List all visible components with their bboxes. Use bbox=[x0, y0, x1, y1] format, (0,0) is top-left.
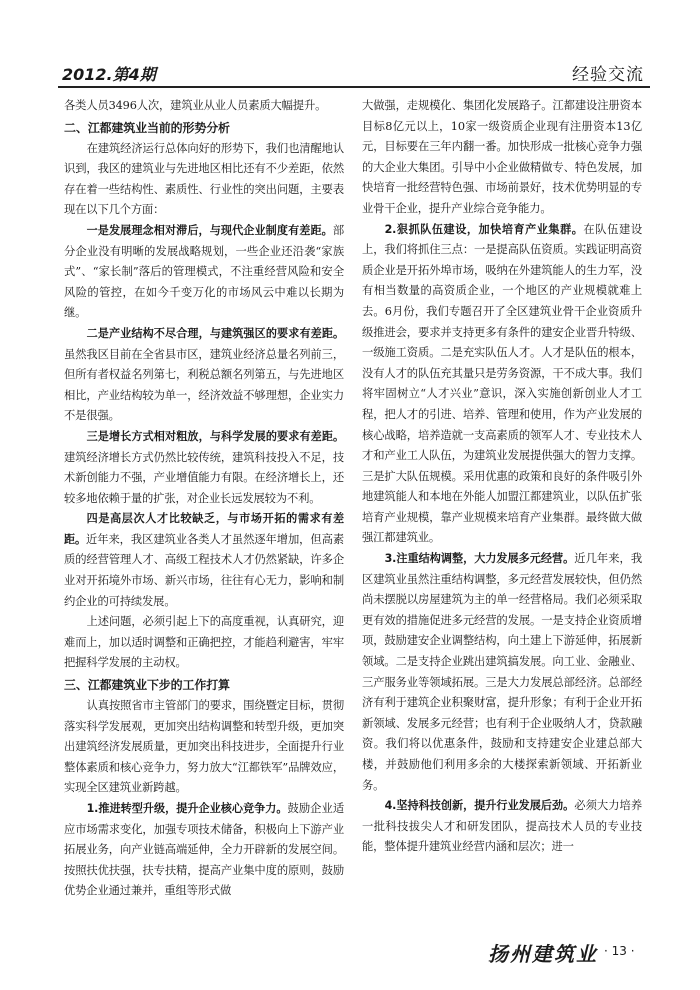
lead-text: 3.注重结构调整，大力发展多元经营。 bbox=[384, 552, 575, 566]
body-text: 建筑经济增长方式仍然比较传统，建筑科技投入不足，技术新创能力不强，产业增值能力有限。在经济增长上，还较多地依赖于量的扩张，对企业长远发展较为不利。 bbox=[64, 450, 344, 505]
magazine-logo: 扬州建筑业 bbox=[488, 942, 598, 966]
left-column bbox=[64, 96, 344, 902]
paragraph: 在建筑经济运行总体向好的形势下，我们也清醒地认识到，我区的建筑业与先进地区相比还有不少差距，依然存在着一些结构性、素质性、行业性的突出问题，主要表现在以下几个方面： bbox=[64, 141, 344, 217]
lead-text: 二是产业结构不尽合理，与建筑强区的要求有差距。 bbox=[86, 326, 344, 340]
body-text: 部分企业没有明晰的发展战略规划，一些企业还沿袭“家族式”、“家长制”落后的管理模式，不注重经营风险和安全风险的管控，在如今千变万化的市场风云中难以长期为继。 bbox=[64, 223, 344, 320]
section-title: 经验交流 bbox=[572, 65, 644, 85]
paragraph: 大做强，走规模化、集团化发展路子。江都建设注册资本目标8亿元以上，10家一级资质企业现有注册资本13亿元，目标要在三年内翻一番。加快形成一批核心竞争力强的大企业大集团。引导中小企业做精做专、特色发展，加快培育一批经营特色强、市场前景好，技术优势明显的专业骨干企业，提升产业综合竞争能力。 bbox=[362, 99, 642, 215]
lead-text: 1.推进转型升级，提升企业核心竞争力。 bbox=[86, 802, 288, 815]
page-header bbox=[58, 58, 650, 88]
body-text: 虽然我区目前在全省县市区，建筑业经济总量名列前三，但所有者权益名列第七，利税总额名列第五，与先进地区相比，产业结构较为单一，经济效益不够理想，企业实力不是很强。 bbox=[64, 347, 344, 423]
body-text: 必须大力培养一批科技拔尖人才和研发团队，提高技术人员的专业技能，整体提升建筑业经营内涵和层次；进一 bbox=[362, 799, 642, 854]
right-column bbox=[362, 96, 642, 858]
section-heading-plan: 三、江都建筑业下步的工作打算 bbox=[64, 678, 230, 693]
issue-label: 2012.第4期 bbox=[62, 65, 156, 84]
lead-text: 三是增长方式相对粗放，与科学发展的要求有差距。 bbox=[86, 429, 344, 443]
section-heading-situation: 二、江都建筑业当前的形势分析 bbox=[64, 120, 230, 135]
paragraph bbox=[362, 796, 642, 858]
lead-text: 2.狠抓队伍建设，加快培育产业集群。 bbox=[384, 222, 584, 236]
lead-text: 4.坚持科技创新，提升行业发展后劲。 bbox=[384, 799, 575, 813]
lead-text: 一是发展理念相对滞后，与现代企业制度有差距。 bbox=[86, 223, 333, 237]
paragraph bbox=[64, 509, 344, 612]
lead-text: 四是高层次人才比较缺乏，与市场开拓的需求有差距。 bbox=[64, 512, 344, 546]
paragraph: 认真按照省市主管部门的要求，围绕暨定目标，贯彻落实科学发展观，更加突出结构调整和转型升级，更加突出建筑经济发展质量，更加突出科技进步，全面提升行业整体素质和核心竞争力，努力放大“江都铁军”品牌效应，实现全区建筑业新跨越。 bbox=[64, 699, 344, 795]
paragraph: 上述问题，必须引起上下的高度重视，认真研究，迎难而上，加以适时调整和正确把控，才能趋利避害，牢牢把握科学发展的主动权。 bbox=[64, 615, 344, 670]
paragraph bbox=[64, 221, 344, 324]
paragraph bbox=[64, 427, 344, 509]
paragraph bbox=[362, 220, 642, 550]
paragraph bbox=[64, 324, 344, 427]
page-number: · 13 · bbox=[604, 944, 635, 958]
body-text: 近几年来，我区建筑业虽然注重结构调整，多元经营发展较快，但仍然尚未摆脱以房屋建筑为主的单一经营格局。我们必须采取更有效的措施促进多元经营的发展。一是支持企业资质增项，鼓励建安企业调整结构，向土建上下游延伸，拓展新领域。二是支持企业跳出建筑搞发展。向工业、金融业、三产服务业等领域拓展。三是大力发展总部经济。总部经济有利于建筑企业积聚财富，提升形象；有利于企业开拓新领域、发展多元经营；也有利于企业吸纳人才，贷款融资。我们将以优惠条件，鼓励和支持建安企业建总部大楼，并鼓励他们利用多余的大楼探索新领域、开拓新业务。 bbox=[362, 552, 642, 792]
paragraph bbox=[362, 549, 642, 796]
body-text: 近年来，我区建筑业各类人才虽然逐年增加，但高素质的经营管理人才、高级工程技术人才仍然紧缺，许多企业对开拓境外市场、新兴市场，往往有心无力，影响和制约企业的可持续发展。 bbox=[64, 532, 344, 608]
body-text: 在队伍建设上，我们将抓住三点：一是提高队伍资质。实践证明高资质企业是开拓外埠市场，吸纳在外建筑能人的生力军，没有相当数量的高资质企业，一个地区的产业规模就难上去。6月份，我们专题召开了全区建筑业骨干企业资质升级推进会，要求并支持更多有条件的建安企业晋升特级、一级施工资质。二是充实队伍人才。人才是队伍的根本，没有人才的队伍充其量只是劳务资源，干不成大事。我们将牢固树立“人才兴业”意识，深入实施创新创业人才工程，把人才的引进、培养、管理和使用，作为产业发展的核心战略，培养造就一支高素质的领军人才、专业技术人才和产业工人队伍，为建筑业发展提供强大的智力支撑。三是扩大队伍规模。采用优惠的政策和良好的条件吸引外地建筑能人和本地在外能人加盟江都建筑业，以队伍扩张培育产业规模，靠产业规模来培育产业集群。最终做大做强江都建筑业。 bbox=[362, 222, 642, 545]
paragraph: 各类人员3496人次，建筑业从业人员素质大幅提升。 bbox=[64, 99, 327, 112]
paragraph bbox=[64, 799, 344, 902]
body-text: 鼓励企业适应市场需求变化，加强专项技术储备，积极向上下游产业拓展业务，向产业链高端延伸，全力开辟新的发展空间。按照扶优扶强，扶专扶精，提高产业集中度的原则，鼓励优势企业通过兼并，重组等形式做 bbox=[64, 802, 344, 898]
